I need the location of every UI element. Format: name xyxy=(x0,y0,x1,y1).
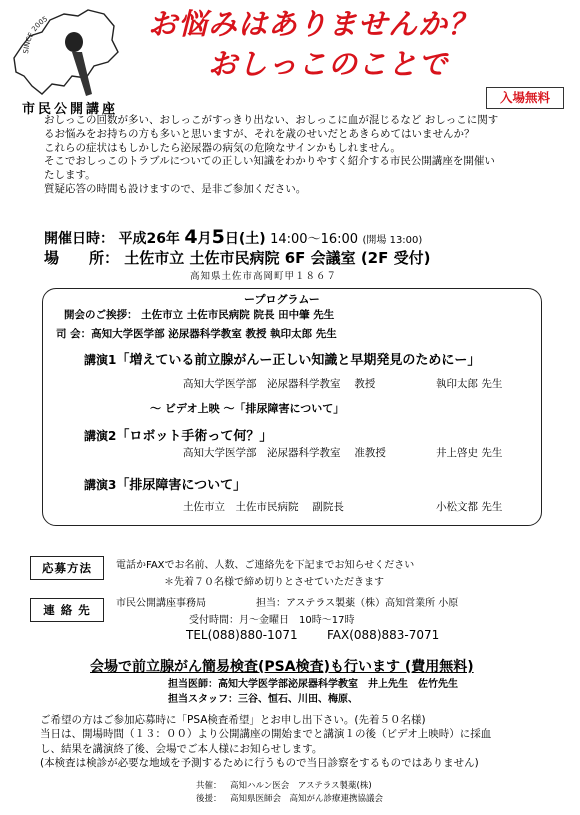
psa-line: (本検査は検診が必要な地域を予測するために行うもので当日診察をするものではありません) xyxy=(40,756,479,769)
microphone-head xyxy=(65,32,83,52)
weekday: (土) xyxy=(238,231,266,247)
lecture-2-speaker: 井上啓史 先生 xyxy=(436,447,503,459)
application-line-1: 電話かFAXでお名前、人数、ご連絡先を下記までお知らせください xyxy=(116,560,415,571)
lecture-series-label: 市民公開講座 xyxy=(22,102,119,117)
intro-line: これらの症状はもしかしたら泌尿器の病気の危険なサインかもしれません。 xyxy=(44,141,401,154)
contact-label: 連 絡 先 xyxy=(30,598,104,622)
place-label: 場 所： xyxy=(44,249,120,267)
lecture-3-title: 「排尿障害について」 xyxy=(116,478,247,493)
lecture-2-prefix: 講演2 xyxy=(84,429,117,443)
intro-line: そこでおしっこのトラブルについての正しい知識をわかりやすく紹介する市民公開講座を開催い xyxy=(44,155,495,168)
event-time: 14:00～16:00 xyxy=(270,232,359,247)
sponsors xyxy=(196,780,383,805)
application-line-2: ＊先着７０名様で締め切りとさせていただきます xyxy=(164,577,384,588)
title-line-1: お悩みはありませんか？ xyxy=(148,7,479,41)
lecture-3-speaker: 小松文都 先生 xyxy=(436,501,503,513)
day-unit: 日 xyxy=(224,231,239,247)
lecture-1-affiliation: 高知大学医学部 泌尿器科学教室 教授 xyxy=(183,378,376,390)
lecture-3-title-row xyxy=(84,474,246,493)
venue: 土佐市立 土佐市民病院 6F 会議室 (2F 受付) xyxy=(124,249,431,267)
intro-line: たします。 xyxy=(44,169,96,182)
contact-office: 市民公開講座事務局 xyxy=(116,598,206,609)
lecture-1-prefix: 講演1 xyxy=(84,353,117,367)
moderator: 司 会：高知大学医学部 泌尿器科学教室 教授 執印太郎 先生 xyxy=(56,328,337,340)
event-date-row xyxy=(44,226,422,248)
psa-doctors: 担当医師：高知大学医学部泌尿器科学教室 井上先生 佐竹先生 xyxy=(168,679,458,690)
supporters-label: 後援： xyxy=(196,793,222,804)
lecture-3-prefix: 講演3 xyxy=(84,478,117,492)
free-admission-badge: 入場無料 xyxy=(486,87,564,109)
psa-staff: 担当スタッフ：三谷、恒石、川田、梅原、 xyxy=(168,694,358,705)
contact-hours: 受付時間：月～金曜日 10時～17時 xyxy=(189,615,355,626)
contact-tel: TEL(088)880-1071 xyxy=(186,628,298,642)
supporters-row xyxy=(196,793,383,806)
psa-title: 会場で前立腺がん簡易検査(PSA検査)も行います (費用無料) xyxy=(90,659,474,675)
intro-line: おしっこの回数が多い、おしっこがすっきり出ない、おしっこに血が混じるなど おしっこに関す xyxy=(44,114,499,126)
date-label: 開催日時： xyxy=(44,231,114,247)
lecture-2-title-row xyxy=(84,425,272,444)
lecture-3-affiliation: 土佐市立 土佐市民病院 副院長 xyxy=(183,501,344,513)
program-title: ープログラムー xyxy=(244,293,320,306)
contact-fax: FAX(088)883-7071 xyxy=(327,628,440,642)
lecture-2-affiliation: 高知大学医学部 泌尿器科学教室 准教授 xyxy=(183,447,386,459)
intro-text xyxy=(44,114,564,197)
co-hosts: 高知ハルン医会 アステラス製薬(株) xyxy=(230,781,372,791)
venue-address: 高知県土佐市高岡町甲１８６７ xyxy=(190,271,338,282)
application-method-label: 応募方法 xyxy=(30,556,104,580)
lecture-2-title: 「ロボット手術って何？」 xyxy=(116,429,273,444)
opening-remarks: 開会のご挨拶： 土佐市立 土佐市民病院 院長 田中肇 先生 xyxy=(64,309,335,321)
event-place-row xyxy=(44,247,430,268)
psa-details xyxy=(40,713,560,770)
psa-line: し、結果を講演終了後、会場でご本人様にお知らせします。 xyxy=(40,742,323,755)
co-hosts-row xyxy=(196,780,383,793)
since-2005-text: SINCE 2005 xyxy=(22,14,50,55)
psa-line: 当日は、開場時間（１３：００）より公開講座の開始までと講演１の後（ビデオ上映時）に採血 xyxy=(40,728,492,741)
shikoku-microphone-logo xyxy=(8,6,128,100)
door-open-time: (開場 13:00) xyxy=(362,235,423,246)
day-number: 5 xyxy=(211,226,225,248)
supporters: 高知県医師会 高知がん診療連携協議会 xyxy=(230,793,384,804)
intro-line: 質疑応答の時間も設けますので、是非ご参加ください。 xyxy=(44,182,307,195)
video-screening: ～ ビデオ上映 ～「排尿障害について」 xyxy=(150,402,345,415)
lecture-1-speaker: 執印太郎 先生 xyxy=(436,378,503,390)
psa-line: ご希望の方はご参加応募時に「PSA検査希望」とお申し出下さい。(先着５０名様) xyxy=(40,714,426,726)
title-line-2: おしっこのことで xyxy=(208,47,449,81)
era-year: 平成26年 xyxy=(118,231,180,247)
month-number: 4 xyxy=(184,226,198,248)
intro-line: るお悩みをお持ちの方も多いと思いますが、それを歳のせいだとあきらめてはいませんか？ xyxy=(44,127,475,140)
contact-staff: 担当：アステラス製薬（株）高知営業所 小原 xyxy=(256,598,459,609)
month-unit: 月 xyxy=(197,231,212,247)
lecture-1-title-row xyxy=(84,349,480,368)
co-hosts-label: 共催： xyxy=(196,781,222,791)
lecture-1-title: 「増えている前立腺がんー正しい知識と早期発見のためにー」 xyxy=(116,353,481,368)
